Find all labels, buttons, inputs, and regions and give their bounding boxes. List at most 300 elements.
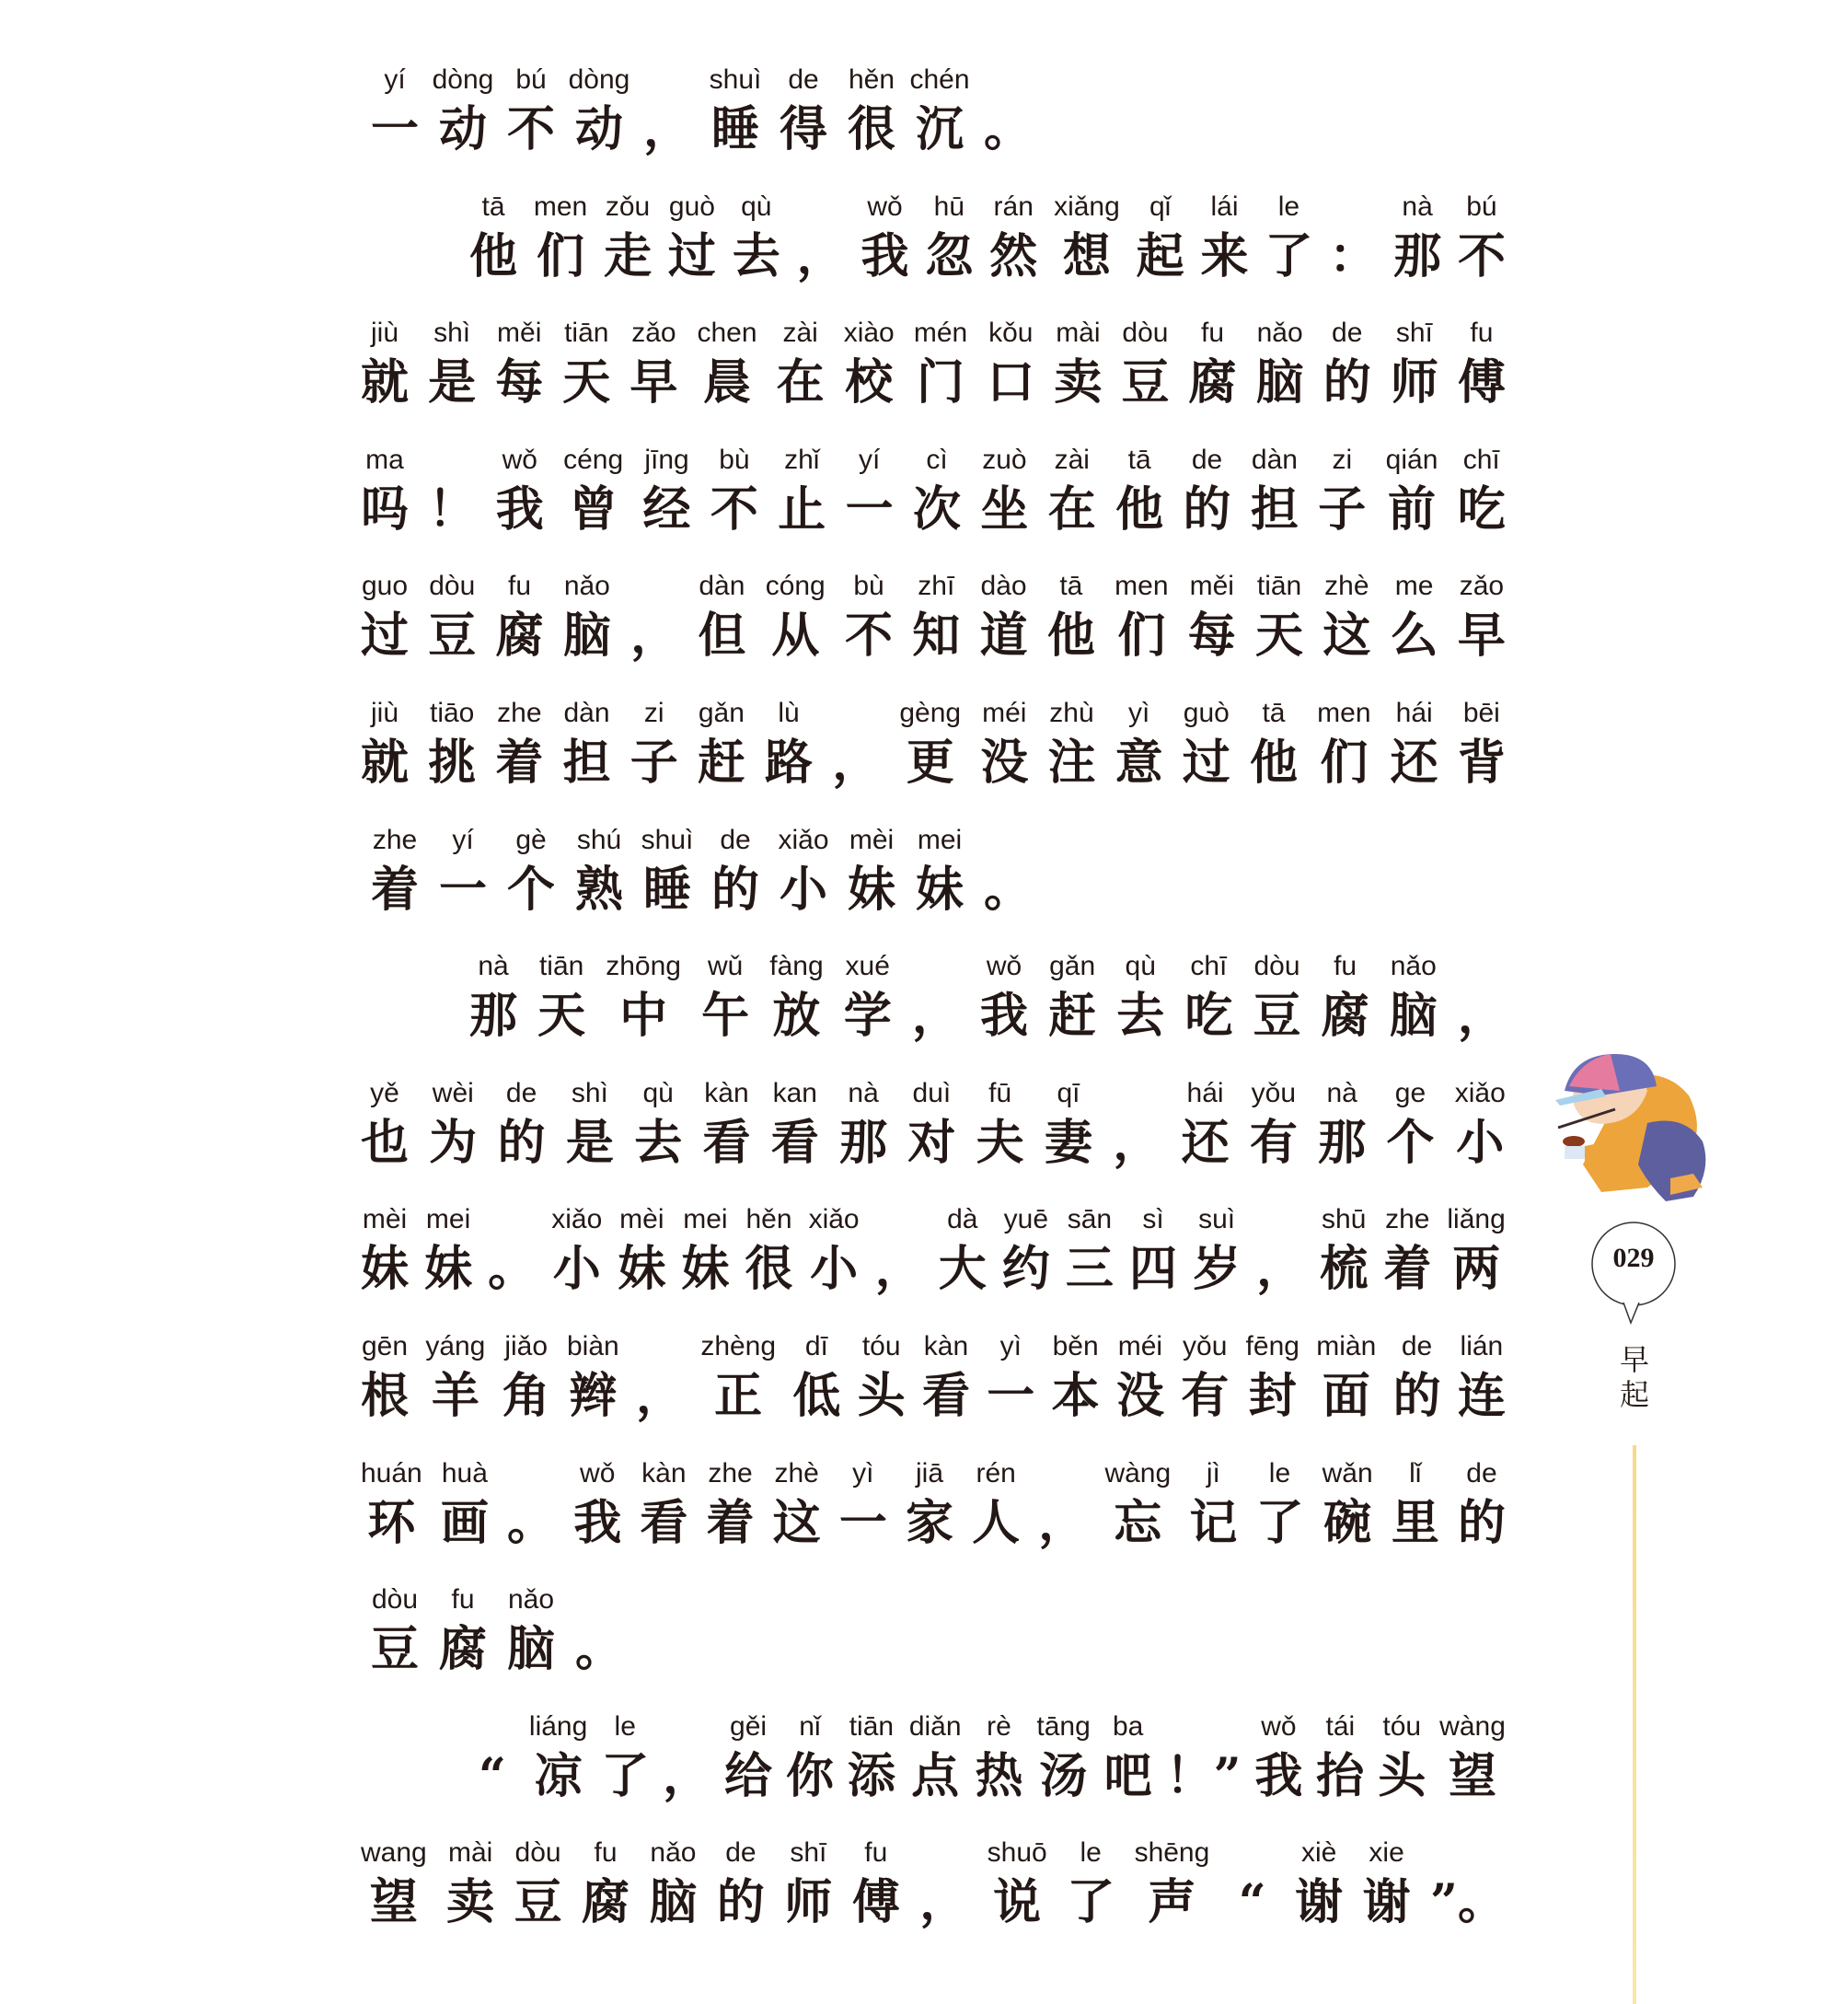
hanzi: 一 xyxy=(987,1367,1035,1424)
hanzi: 傅 xyxy=(851,1874,900,1931)
pinyin: de xyxy=(725,1837,757,1869)
pinyin: yì xyxy=(1127,697,1150,728)
hanzi: 低 xyxy=(792,1367,841,1424)
hanzi: 腐 xyxy=(582,1874,630,1931)
hanzi: 豆 xyxy=(1253,988,1301,1045)
hanzi: 的 xyxy=(1322,354,1371,411)
hanzi: 想 xyxy=(1062,227,1111,284)
hanzi: 梳 xyxy=(1320,1241,1369,1298)
pinyin: rán xyxy=(993,191,1034,222)
hanzi: 是 xyxy=(428,354,477,411)
pinyin: zhè xyxy=(774,1457,819,1489)
pinyin: lián xyxy=(1460,1330,1504,1361)
pinyin: shì xyxy=(571,1077,608,1108)
pinyin: jiù xyxy=(371,697,399,728)
hanzi: 给 xyxy=(724,1747,773,1804)
hanzi: 小 xyxy=(810,1241,859,1298)
hanzi: 看 xyxy=(921,1367,970,1424)
hanzi: 对 xyxy=(907,1114,956,1171)
pinyin: shēng xyxy=(1134,1837,1210,1869)
pinyin: huán xyxy=(361,1457,422,1489)
hanzi: 封 xyxy=(1248,1367,1297,1424)
hanzi: 腐 xyxy=(1321,988,1369,1045)
pinyin: sì xyxy=(1142,1204,1164,1235)
pinyin: jiā xyxy=(915,1457,943,1489)
pinyin: dòu xyxy=(514,1837,561,1869)
hanzi: 师 xyxy=(784,1874,833,1931)
pinyin: kàn xyxy=(923,1330,969,1361)
hanzi: 学 xyxy=(843,988,892,1045)
pinyin: yǒu xyxy=(1183,1330,1228,1361)
pinyin: chen xyxy=(697,318,757,349)
pinyin: zhī xyxy=(918,571,955,602)
hanzi: 午 xyxy=(701,988,750,1045)
pinyin: fàng xyxy=(769,951,824,982)
hanzi: 过 xyxy=(361,608,410,665)
pinyin: bù xyxy=(853,571,884,602)
hanzi: 吧 xyxy=(1103,1747,1152,1804)
pinyin: céng xyxy=(563,444,624,475)
hanzi: 晨 xyxy=(702,354,751,411)
pinyin: tiān xyxy=(1256,571,1302,602)
pinyin: chén xyxy=(909,64,970,95)
hanzi: 门 xyxy=(917,354,965,411)
pinyin: jīng xyxy=(644,444,689,475)
hanzi: 赶 xyxy=(697,734,745,791)
hanzi: 曾 xyxy=(569,481,618,538)
hanzi: 着 xyxy=(1383,1241,1432,1298)
pinyin: cì xyxy=(926,444,948,475)
hanzi: 一 xyxy=(845,481,894,538)
hanzi: 就 xyxy=(361,734,410,791)
pinyin: hái xyxy=(1186,1077,1224,1108)
hanzi: 路 xyxy=(765,734,814,791)
hanzi: 岁 xyxy=(1193,1241,1242,1298)
pinyin: de xyxy=(1466,1457,1497,1489)
pinyin: hū xyxy=(933,191,965,222)
hanzi: 背 xyxy=(1457,734,1506,791)
hanzi: ， xyxy=(874,1241,923,1298)
hanzi: 抬 xyxy=(1316,1747,1365,1804)
pinyin: zi xyxy=(643,697,664,728)
pinyin: shuì xyxy=(641,824,694,855)
hanzi: 我 xyxy=(979,988,1028,1045)
hanzi: 。 xyxy=(488,1241,537,1298)
pinyin: mèi xyxy=(362,1204,408,1235)
pinyin: nà xyxy=(1402,191,1433,222)
pinyin: me xyxy=(1394,571,1434,602)
pinyin: dòng xyxy=(432,64,494,95)
hanzi: 天 xyxy=(537,988,586,1045)
pinyin: kan xyxy=(772,1077,817,1108)
hanzi: 然 xyxy=(989,227,1038,284)
hanzi: 脑 xyxy=(1255,354,1304,411)
hanzi: 那 xyxy=(1318,1114,1367,1171)
hanzi: 忽 xyxy=(925,227,974,284)
hanzi: 校 xyxy=(845,354,894,411)
hanzi: 忘 xyxy=(1114,1494,1162,1551)
pinyin: liáng xyxy=(528,1710,588,1742)
hanzi: 他 xyxy=(469,227,518,284)
pinyin: mei xyxy=(683,1204,728,1235)
hanzi: 卖 xyxy=(446,1874,495,1931)
hanzi: 脑 xyxy=(506,1621,555,1678)
hanzi: 就 xyxy=(361,354,410,411)
pinyin: qù xyxy=(642,1077,674,1108)
pinyin: zhōng xyxy=(606,951,681,982)
hanzi: ， xyxy=(1457,988,1506,1045)
decorative-vertical-line xyxy=(1633,1445,1636,2004)
pinyin: gěi xyxy=(730,1710,768,1742)
pinyin: xiǎo xyxy=(778,824,829,855)
hanzi: 天 xyxy=(562,354,611,411)
hanzi: 天 xyxy=(1255,608,1304,665)
pinyin: bú xyxy=(1466,191,1497,222)
hanzi: 更 xyxy=(906,734,954,791)
hanzi: 人 xyxy=(972,1494,1021,1551)
hanzi: 卖 xyxy=(1054,354,1103,411)
pinyin: zhè xyxy=(1324,571,1369,602)
pinyin: de xyxy=(505,1077,537,1108)
pinyin: tā xyxy=(481,191,505,222)
hanzi: 还 xyxy=(1181,1114,1230,1171)
pinyin: běn xyxy=(1052,1330,1099,1361)
hanzi: 妻 xyxy=(1044,1114,1092,1171)
hanzi: 早 xyxy=(1457,608,1506,665)
hanzi: 家 xyxy=(905,1494,953,1551)
hanzi: 没 xyxy=(1115,1367,1164,1424)
pinyin: dà xyxy=(947,1204,978,1235)
hanzi: 看 xyxy=(770,1114,819,1171)
hanzi: 腐 xyxy=(1188,354,1237,411)
pinyin: yì xyxy=(999,1330,1022,1361)
hanzi: 画 xyxy=(440,1494,489,1551)
hanzi: 道 xyxy=(979,608,1028,665)
hanzi: 。 xyxy=(983,861,1032,918)
pinyin: de xyxy=(1332,318,1363,349)
hanzi: 去 xyxy=(634,1114,683,1171)
pinyin: tóu xyxy=(861,1330,901,1361)
hanzi: 吃 xyxy=(1457,481,1506,538)
pinyin: mei xyxy=(425,1204,471,1235)
hanzi: 还 xyxy=(1390,734,1438,791)
pinyin: měi xyxy=(1189,571,1234,602)
pinyin: wǒ xyxy=(986,951,1022,982)
hanzi: ”。 xyxy=(1430,1874,1506,1931)
hanzi: 根 xyxy=(361,1367,410,1424)
pinyin: guo xyxy=(361,571,409,602)
hanzi: 们 xyxy=(1117,608,1166,665)
pinyin: wǒ xyxy=(502,444,537,475)
pinyin: qù xyxy=(1125,951,1156,982)
pinyin: zhù xyxy=(1049,697,1094,728)
hanzi: 声 xyxy=(1148,1874,1196,1931)
pinyin: tóu xyxy=(1382,1710,1422,1742)
hanzi: 个 xyxy=(506,861,555,918)
pinyin: tāng xyxy=(1036,1710,1091,1742)
pinyin: tā xyxy=(1127,444,1151,475)
hanzi: 担 xyxy=(562,734,611,791)
hanzi: ， xyxy=(636,1367,685,1424)
hanzi: 从 xyxy=(771,608,820,665)
hanzi: 他 xyxy=(1046,608,1095,665)
hanzi: 脑 xyxy=(1389,988,1438,1045)
pinyin: ma xyxy=(365,444,404,475)
pinyin: yǒu xyxy=(1251,1077,1297,1108)
hanzi: 动 xyxy=(574,101,623,157)
hanzi: 中 xyxy=(619,988,668,1045)
hanzi: 这 xyxy=(772,1494,821,1551)
pinyin: yí xyxy=(384,64,406,95)
pinyin: de xyxy=(1191,444,1223,475)
pinyin: bù xyxy=(719,444,750,475)
pinyin: ge xyxy=(1394,1077,1426,1108)
hanzi: 小 xyxy=(1456,1114,1505,1171)
pinyin: mài xyxy=(447,1837,493,1869)
hanzi: 沉 xyxy=(915,101,964,157)
hanzi: 环 xyxy=(367,1494,416,1551)
hanzi: 添 xyxy=(847,1747,895,1804)
hanzi: 说 xyxy=(993,1874,1042,1931)
pinyin: fu xyxy=(508,571,532,602)
hanzi: 辫 xyxy=(569,1367,618,1424)
pinyin: dòu xyxy=(371,1584,419,1616)
pinyin: shuì xyxy=(709,64,762,95)
pinyin: rè xyxy=(987,1710,1011,1742)
hanzi: 是 xyxy=(565,1114,614,1171)
hanzi: 妹 xyxy=(681,1241,730,1298)
hanzi: 一 xyxy=(370,101,419,157)
pinyin: chī xyxy=(1190,951,1228,982)
pinyin: men xyxy=(1317,697,1371,728)
hanzi: 但 xyxy=(698,608,746,665)
pinyin: dòu xyxy=(1122,318,1169,349)
pinyin: biàn xyxy=(566,1330,619,1361)
hanzi: 没 xyxy=(980,734,1029,791)
hanzi: 睡 xyxy=(710,101,759,157)
hanzi: 面 xyxy=(1322,1367,1370,1424)
hanzi: 头 xyxy=(1378,1747,1426,1804)
hanzi: 羊 xyxy=(431,1367,479,1424)
pinyin: gǎn xyxy=(698,697,745,728)
hanzi: 不 xyxy=(845,608,894,665)
hanzi: 熟 xyxy=(574,861,623,918)
hanzi: ： xyxy=(1329,227,1378,284)
pinyin: yáng xyxy=(425,1330,486,1361)
hanzi: ， xyxy=(630,608,679,665)
pinyin: wǔ xyxy=(707,951,744,982)
pinyin: men xyxy=(533,191,588,222)
hanzi: 坐 xyxy=(980,481,1029,538)
boy-illustration-icon xyxy=(1555,1054,1705,1201)
pinyin: de xyxy=(720,824,751,855)
pinyin: zhǐ xyxy=(784,444,820,475)
pinyin: qián xyxy=(1385,444,1438,475)
hanzi: 们 xyxy=(537,227,585,284)
hanzi: 有 xyxy=(1181,1367,1230,1424)
pinyin: tiāo xyxy=(429,697,475,728)
pinyin: ba xyxy=(1112,1710,1144,1742)
pinyin: shuō xyxy=(987,1837,1047,1869)
pinyin: zhe xyxy=(497,697,542,728)
hanzi: 师 xyxy=(1390,354,1438,411)
hanzi: 妹 xyxy=(847,861,895,918)
pinyin: wǎn xyxy=(1322,1457,1373,1489)
pinyin: jì xyxy=(1206,1457,1220,1489)
hanzi: 凉 xyxy=(534,1747,583,1804)
hanzi: 了 xyxy=(1255,1494,1304,1551)
hanzi: ， xyxy=(919,1874,968,1931)
pinyin: fu xyxy=(1334,951,1357,982)
pinyin: sān xyxy=(1067,1204,1113,1235)
hanzi: 在 xyxy=(1047,481,1096,538)
chapter-title: 早起 xyxy=(1619,1342,1649,1412)
pinyin: nǎo xyxy=(563,571,610,602)
hanzi: 大 xyxy=(938,1241,987,1298)
pinyin: yì xyxy=(852,1457,874,1489)
pinyin: diǎn xyxy=(908,1710,962,1742)
pinyin: qī xyxy=(1057,1077,1080,1108)
hanzi: “ xyxy=(479,1747,506,1804)
pinyin: fu xyxy=(1201,318,1225,349)
pinyin: xie xyxy=(1369,1837,1404,1869)
pinyin: zi xyxy=(1332,444,1353,475)
pinyin: tā xyxy=(1059,571,1083,602)
hanzi: 子 xyxy=(1318,481,1367,538)
pinyin: nǎo xyxy=(1256,318,1303,349)
hanzi: 两 xyxy=(1452,1241,1501,1298)
hanzi: 四 xyxy=(1129,1241,1178,1298)
hanzi: 为 xyxy=(429,1114,478,1171)
hanzi: 担 xyxy=(1250,481,1299,538)
hanzi: 的 xyxy=(497,1114,546,1171)
pinyin: wàng xyxy=(1439,1710,1506,1742)
hanzi: 的 xyxy=(710,861,759,918)
hanzi: 的 xyxy=(1392,1367,1441,1424)
hanzi: 了 xyxy=(601,1747,650,1804)
hanzi: 睡 xyxy=(642,861,691,918)
hanzi: 约 xyxy=(1001,1241,1050,1298)
pinyin: tiān xyxy=(564,318,609,349)
pinyin: dī xyxy=(804,1330,828,1361)
hanzi: 经 xyxy=(642,481,691,538)
hanzi: ！ xyxy=(428,481,477,538)
hanzi: 的 xyxy=(1457,1494,1506,1551)
hanzi: 本 xyxy=(1051,1367,1100,1424)
pinyin: yuē xyxy=(1003,1204,1049,1235)
hanzi: 着 xyxy=(370,861,419,918)
pinyin: shì xyxy=(433,318,471,349)
pinyin: méi xyxy=(1117,1330,1163,1361)
pinyin: zài xyxy=(782,318,818,349)
hanzi: 脑 xyxy=(562,608,611,665)
pinyin: le xyxy=(614,1710,636,1742)
pinyin: gēn xyxy=(361,1330,409,1361)
hanzi: ， xyxy=(911,988,960,1045)
hanzi: 。 xyxy=(507,1494,556,1551)
pinyin: nǎo xyxy=(650,1837,697,1869)
hanzi: 妹 xyxy=(424,1241,473,1298)
pinyin: nà xyxy=(848,1077,879,1108)
hanzi: 知 xyxy=(912,608,961,665)
hanzi: 这 xyxy=(1322,608,1371,665)
pinyin: wàng xyxy=(1104,1457,1172,1489)
pinyin: de xyxy=(788,64,819,95)
hanzi: 走 xyxy=(604,227,653,284)
pinyin: zǒu xyxy=(605,191,651,222)
pinyin: shū xyxy=(1322,1204,1367,1235)
pinyin: zhèng xyxy=(700,1330,777,1361)
hanzi: 一 xyxy=(438,861,487,918)
hanzi: 腐 xyxy=(438,1621,487,1678)
pinyin: nà xyxy=(478,951,509,982)
pinyin: shī xyxy=(790,1837,827,1869)
hanzi: 意 xyxy=(1115,734,1163,791)
hanzi: 妹 xyxy=(915,861,964,918)
pinyin: xué xyxy=(845,951,890,982)
pinyin: xiǎo xyxy=(1454,1077,1506,1108)
pinyin: gèng xyxy=(899,697,962,728)
hanzi: 早 xyxy=(629,354,678,411)
pinyin: wǒ xyxy=(1261,1710,1297,1742)
hanzi: 。 xyxy=(983,101,1032,157)
pinyin: wèi xyxy=(432,1077,474,1108)
hanzi: 小 xyxy=(552,1241,601,1298)
pinyin: yě xyxy=(370,1077,399,1108)
hanzi: ， xyxy=(1038,1494,1087,1551)
pinyin: nǎo xyxy=(1390,951,1437,982)
hanzi: 有 xyxy=(1249,1114,1298,1171)
pinyin: tiān xyxy=(849,1710,895,1742)
pinyin: dàn xyxy=(699,571,745,602)
hanzi: 吗 xyxy=(361,481,410,538)
pinyin: mén xyxy=(913,318,968,349)
hanzi: 脑 xyxy=(649,1874,698,1931)
hanzi: 夫 xyxy=(976,1114,1024,1171)
hanzi: 三 xyxy=(1065,1241,1114,1298)
hanzi: 挑 xyxy=(428,734,477,791)
pinyin: fu xyxy=(1470,318,1494,349)
hanzi: 过 xyxy=(1182,734,1230,791)
hanzi: 他 xyxy=(1115,481,1164,538)
pinyin: wang xyxy=(361,1837,427,1869)
hanzi: ， xyxy=(1256,1241,1305,1298)
pinyin: fū xyxy=(988,1077,1012,1108)
hanzi: 着 xyxy=(495,734,544,791)
pinyin: zǎo xyxy=(631,318,676,349)
pinyin: le xyxy=(1080,1837,1102,1869)
pinyin: wǒ xyxy=(580,1457,616,1489)
hanzi: 我 xyxy=(495,481,544,538)
hanzi: 个 xyxy=(1386,1114,1435,1171)
hanzi: 过 xyxy=(667,227,716,284)
pinyin: miàn xyxy=(1316,1330,1377,1361)
hanzi: 一 xyxy=(838,1494,887,1551)
hanzi: 止 xyxy=(778,481,826,538)
pinyin: huà xyxy=(441,1457,488,1489)
pinyin: le xyxy=(1268,1457,1291,1489)
hanzi: 的 xyxy=(716,1874,765,1931)
hanzi: 次 xyxy=(913,481,962,538)
hanzi: ！” xyxy=(1165,1747,1242,1804)
hanzi: 不 xyxy=(710,481,758,538)
hanzi: 们 xyxy=(1320,734,1369,791)
hanzi: 看 xyxy=(702,1114,751,1171)
hanzi: 那 xyxy=(469,988,518,1045)
pinyin: zhe xyxy=(708,1457,753,1489)
pinyin: men xyxy=(1115,571,1169,602)
hanzi: 去 xyxy=(732,227,780,284)
